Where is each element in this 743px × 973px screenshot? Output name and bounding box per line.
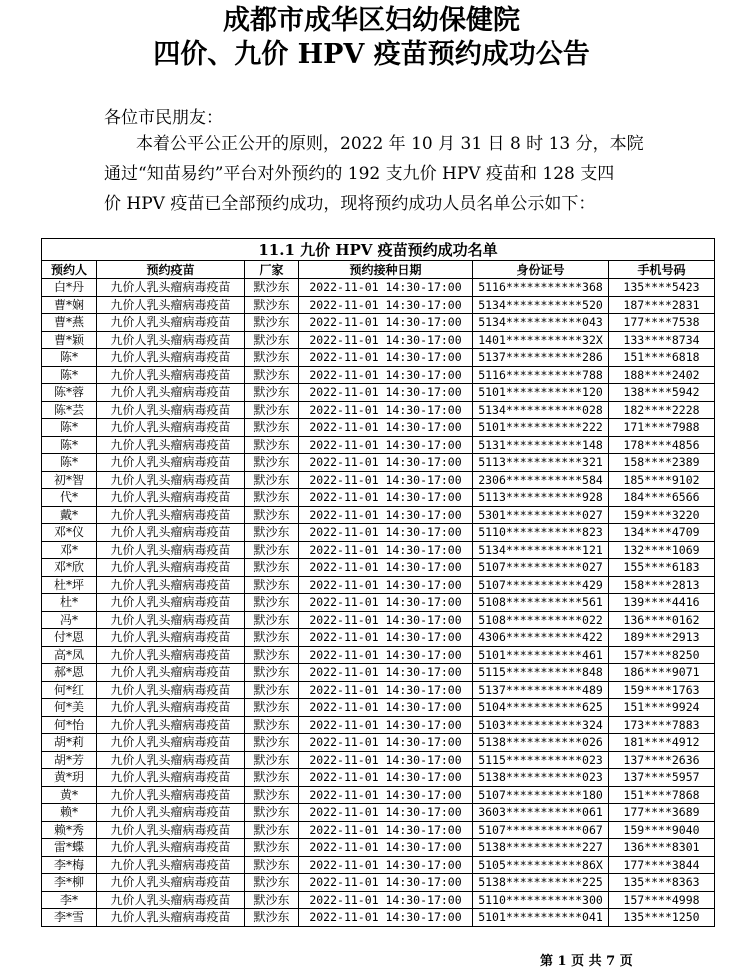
- phone-cell: 159****1763: [609, 681, 715, 699]
- name-cell: 高*凤: [42, 646, 97, 664]
- manufacturer-cell: 默沙东: [245, 576, 299, 594]
- table-row: [42, 384, 715, 402]
- name-cell: 何*红: [42, 681, 97, 699]
- name-cell: 邓*: [42, 541, 97, 559]
- page-subtitle: 四价、九价 HPV 疫苗预约成功公告: [153, 39, 590, 70]
- date-cell: 2022-11-01 14:30-17:00: [299, 611, 473, 629]
- table-row: [42, 314, 715, 332]
- manufacturer-cell: 默沙东: [245, 331, 299, 349]
- id-number-cell: 4306***********422: [473, 629, 609, 647]
- name-cell: 黄*玥: [42, 769, 97, 787]
- table-row: [42, 734, 715, 752]
- name-cell: 黄*: [42, 786, 97, 804]
- phone-cell: 139****4416: [609, 594, 715, 612]
- date-cell: 2022-11-01 14:30-17:00: [299, 349, 473, 367]
- vaccine-cell: 九价人乳头瘤病毒疫苗: [97, 331, 245, 349]
- manufacturer-cell: 默沙东: [245, 891, 299, 909]
- manufacturer-cell: 默沙东: [245, 349, 299, 367]
- date-cell: 2022-11-01 14:30-17:00: [299, 769, 473, 787]
- vaccine-cell: 九价人乳头瘤病毒疫苗: [97, 314, 245, 332]
- date-cell: 2022-11-01 14:30-17:00: [299, 629, 473, 647]
- name-cell: 陈*蓉: [42, 384, 97, 402]
- name-cell: 赖*: [42, 804, 97, 822]
- vaccine-cell: 九价人乳头瘤病毒疫苗: [97, 401, 245, 419]
- vaccine-cell: 九价人乳头瘤病毒疫苗: [97, 506, 245, 524]
- name-cell: 曹*娴: [42, 296, 97, 314]
- name-cell: 郝*恩: [42, 664, 97, 682]
- name-cell: 代*: [42, 489, 97, 507]
- phone-cell: 158****2813: [609, 576, 715, 594]
- vaccine-cell: 九价人乳头瘤病毒疫苗: [97, 681, 245, 699]
- name-cell: 胡*芳: [42, 751, 97, 769]
- phone-cell: 187****2831: [609, 296, 715, 314]
- date-cell: 2022-11-01 14:30-17:00: [299, 856, 473, 874]
- table-row: [42, 594, 715, 612]
- phone-cell: 151****6818: [609, 349, 715, 367]
- vaccine-cell: 九价人乳头瘤病毒疫苗: [97, 611, 245, 629]
- manufacturer-cell: 默沙东: [245, 699, 299, 717]
- vaccine-cell: 九价人乳头瘤病毒疫苗: [97, 471, 245, 489]
- date-cell: 2022-11-01 14:30-17:00: [299, 664, 473, 682]
- manufacturer-cell: 默沙东: [245, 664, 299, 682]
- phone-cell: 159****9040: [609, 821, 715, 839]
- vaccine-cell: 九价人乳头瘤病毒疫苗: [97, 804, 245, 822]
- vaccine-cell: 九价人乳头瘤病毒疫苗: [97, 594, 245, 612]
- name-cell: 戴*: [42, 506, 97, 524]
- date-cell: 2022-11-01 14:30-17:00: [299, 716, 473, 734]
- manufacturer-cell: 默沙东: [245, 541, 299, 559]
- phone-cell: 157****8250: [609, 646, 715, 664]
- id-number-cell: 5105***********86X: [473, 856, 609, 874]
- phone-cell: 138****5942: [609, 384, 715, 402]
- phone-cell: 151****7868: [609, 786, 715, 804]
- table-row: [42, 804, 715, 822]
- vaccine-cell: 九价人乳头瘤病毒疫苗: [97, 839, 245, 857]
- id-number-cell: 5107***********067: [473, 821, 609, 839]
- phone-cell: 135****5423: [609, 279, 715, 297]
- date-cell: 2022-11-01 14:30-17:00: [299, 821, 473, 839]
- id-number-cell: 1401***********32X: [473, 331, 609, 349]
- column-header-name: 预约人: [42, 261, 97, 279]
- table-row: [42, 769, 715, 787]
- table-row: [42, 454, 715, 472]
- vaccine-cell: 九价人乳头瘤病毒疫苗: [97, 664, 245, 682]
- date-cell: 2022-11-01 14:30-17:00: [299, 751, 473, 769]
- phone-cell: 132****1069: [609, 541, 715, 559]
- vaccine-cell: 九价人乳头瘤病毒疫苗: [97, 874, 245, 892]
- id-number-cell: 5108***********022: [473, 611, 609, 629]
- manufacturer-cell: 默沙东: [245, 489, 299, 507]
- column-header-date: 预约接种日期: [299, 261, 473, 279]
- id-number-cell: 5110***********300: [473, 891, 609, 909]
- name-cell: 何*怡: [42, 716, 97, 734]
- id-number-cell: 5137***********489: [473, 681, 609, 699]
- id-number-cell: 5138***********225: [473, 874, 609, 892]
- vaccine-cell: 九价人乳头瘤病毒疫苗: [97, 821, 245, 839]
- manufacturer-cell: 默沙东: [245, 454, 299, 472]
- id-number-cell: 5104***********625: [473, 699, 609, 717]
- name-cell: 杜*坪: [42, 576, 97, 594]
- vaccine-cell: 九价人乳头瘤病毒疫苗: [97, 699, 245, 717]
- column-header-phone: 手机号码: [609, 261, 715, 279]
- vaccine-cell: 九价人乳头瘤病毒疫苗: [97, 629, 245, 647]
- table-row: [42, 646, 715, 664]
- manufacturer-cell: 默沙东: [245, 524, 299, 542]
- manufacturer-cell: 默沙东: [245, 821, 299, 839]
- vaccine-cell: 九价人乳头瘤病毒疫苗: [97, 384, 245, 402]
- id-number-cell: 2306***********584: [473, 471, 609, 489]
- table-row: [42, 524, 715, 542]
- id-number-cell: 5116***********788: [473, 366, 609, 384]
- vaccine-cell: 九价人乳头瘤病毒疫苗: [97, 769, 245, 787]
- vaccine-cell: 九价人乳头瘤病毒疫苗: [97, 366, 245, 384]
- column-header-vaccine: 预约疫苗: [97, 261, 245, 279]
- id-number-cell: 5113***********321: [473, 454, 609, 472]
- vaccine-cell: 九价人乳头瘤病毒疫苗: [97, 349, 245, 367]
- id-number-cell: 5113***********928: [473, 489, 609, 507]
- name-cell: 杜*: [42, 594, 97, 612]
- date-cell: 2022-11-01 14:30-17:00: [299, 454, 473, 472]
- id-number-cell: 5138***********227: [473, 839, 609, 857]
- phone-cell: 173****7883: [609, 716, 715, 734]
- name-cell: 白*丹: [42, 279, 97, 297]
- vaccine-cell: 九价人乳头瘤病毒疫苗: [97, 419, 245, 437]
- phone-cell: 171****7988: [609, 419, 715, 437]
- id-number-cell: 5138***********026: [473, 734, 609, 752]
- date-cell: 2022-11-01 14:30-17:00: [299, 874, 473, 892]
- date-cell: 2022-11-01 14:30-17:00: [299, 576, 473, 594]
- date-cell: 2022-11-01 14:30-17:00: [299, 296, 473, 314]
- manufacturer-cell: 默沙东: [245, 874, 299, 892]
- phone-cell: 136****0162: [609, 611, 715, 629]
- vaccine-cell: 九价人乳头瘤病毒疫苗: [97, 541, 245, 559]
- table-row: [42, 891, 715, 909]
- table-row: [42, 839, 715, 857]
- manufacturer-cell: 默沙东: [245, 366, 299, 384]
- table-row: [42, 331, 715, 349]
- vaccine-cell: 九价人乳头瘤病毒疫苗: [97, 559, 245, 577]
- name-cell: 付*恩: [42, 629, 97, 647]
- name-cell: 曹*燕: [42, 314, 97, 332]
- table-row: [42, 471, 715, 489]
- table-row: [42, 279, 715, 297]
- id-number-cell: 5131***********148: [473, 436, 609, 454]
- name-cell: 胡*莉: [42, 734, 97, 752]
- vaccine-cell: 九价人乳头瘤病毒疫苗: [97, 856, 245, 874]
- manufacturer-cell: 默沙东: [245, 681, 299, 699]
- date-cell: 2022-11-01 14:30-17:00: [299, 366, 473, 384]
- name-cell: 李*雪: [42, 909, 97, 927]
- date-cell: 2022-11-01 14:30-17:00: [299, 384, 473, 402]
- phone-cell: 177****3689: [609, 804, 715, 822]
- phone-cell: 155****6183: [609, 559, 715, 577]
- name-cell: 陈*芸: [42, 401, 97, 419]
- table-body: [42, 279, 715, 927]
- id-number-cell: 5107***********027: [473, 559, 609, 577]
- phone-cell: 136****8301: [609, 839, 715, 857]
- manufacturer-cell: 默沙东: [245, 594, 299, 612]
- phone-cell: 189****2913: [609, 629, 715, 647]
- phone-cell: 135****1250: [609, 909, 715, 927]
- phone-cell: 182****2228: [609, 401, 715, 419]
- date-cell: 2022-11-01 14:30-17:00: [299, 471, 473, 489]
- name-cell: 陈*: [42, 454, 97, 472]
- phone-cell: 188****2402: [609, 366, 715, 384]
- manufacturer-cell: 默沙东: [245, 611, 299, 629]
- name-cell: 李*柳: [42, 874, 97, 892]
- vaccine-cell: 九价人乳头瘤病毒疫苗: [97, 909, 245, 927]
- manufacturer-cell: 默沙东: [245, 471, 299, 489]
- vaccine-cell: 九价人乳头瘤病毒疫苗: [97, 296, 245, 314]
- table-row: [42, 681, 715, 699]
- date-cell: 2022-11-01 14:30-17:00: [299, 804, 473, 822]
- date-cell: 2022-11-01 14:30-17:00: [299, 734, 473, 752]
- column-header-manufacturer: 厂家: [245, 261, 299, 279]
- table-row: [42, 664, 715, 682]
- column-header-id-number: 身份证号: [473, 261, 609, 279]
- table-row: [42, 349, 715, 367]
- intro-line-2: 通过“知苗易约”平台对外预约的 192 支九价 HPV 疫苗和 128 支四: [104, 164, 615, 184]
- manufacturer-cell: 默沙东: [245, 786, 299, 804]
- id-number-cell: 5137***********286: [473, 349, 609, 367]
- id-number-cell: 5115***********848: [473, 664, 609, 682]
- vaccine-cell: 九价人乳头瘤病毒疫苗: [97, 751, 245, 769]
- id-number-cell: 5101***********461: [473, 646, 609, 664]
- date-cell: 2022-11-01 14:30-17:00: [299, 436, 473, 454]
- table-row: [42, 436, 715, 454]
- phone-cell: 157****4998: [609, 891, 715, 909]
- name-cell: 雷*蝶: [42, 839, 97, 857]
- table-row: [42, 401, 715, 419]
- table-row: [42, 296, 715, 314]
- date-cell: 2022-11-01 14:30-17:00: [299, 524, 473, 542]
- name-cell: 赖*秀: [42, 821, 97, 839]
- vaccine-cell: 九价人乳头瘤病毒疫苗: [97, 576, 245, 594]
- date-cell: 2022-11-01 14:30-17:00: [299, 909, 473, 927]
- manufacturer-cell: 默沙东: [245, 839, 299, 857]
- table-row: [42, 559, 715, 577]
- name-cell: 初*智: [42, 471, 97, 489]
- table-row: [42, 366, 715, 384]
- phone-cell: 158****2389: [609, 454, 715, 472]
- date-cell: 2022-11-01 14:30-17:00: [299, 839, 473, 857]
- name-cell: 冯*: [42, 611, 97, 629]
- phone-cell: 181****4912: [609, 734, 715, 752]
- phone-cell: 177****3844: [609, 856, 715, 874]
- name-cell: 陈*: [42, 349, 97, 367]
- table-row: [42, 786, 715, 804]
- manufacturer-cell: 默沙东: [245, 856, 299, 874]
- table-row: [42, 611, 715, 629]
- id-number-cell: 5110***********823: [473, 524, 609, 542]
- id-number-cell: 5107***********429: [473, 576, 609, 594]
- id-number-cell: 5107***********180: [473, 786, 609, 804]
- date-cell: 2022-11-01 14:30-17:00: [299, 506, 473, 524]
- name-cell: 李*: [42, 891, 97, 909]
- intro-line-3: 价 HPV 疫苗已全部预约成功，现将预约成功人员名单公示如下：: [104, 194, 596, 214]
- id-number-cell: 5116***********368: [473, 279, 609, 297]
- date-cell: 2022-11-01 14:30-17:00: [299, 559, 473, 577]
- manufacturer-cell: 默沙东: [245, 559, 299, 577]
- id-number-cell: 5134***********121: [473, 541, 609, 559]
- page-number: 第 1 页 共 7 页: [540, 954, 633, 969]
- page-title: 成都市成华区妇幼保健院: [223, 5, 520, 36]
- date-cell: 2022-11-01 14:30-17:00: [299, 279, 473, 297]
- name-cell: 陈*: [42, 419, 97, 437]
- id-number-cell: 5138***********023: [473, 769, 609, 787]
- id-number-cell: 5103***********324: [473, 716, 609, 734]
- phone-cell: 133****8734: [609, 331, 715, 349]
- date-cell: 2022-11-01 14:30-17:00: [299, 419, 473, 437]
- manufacturer-cell: 默沙东: [245, 734, 299, 752]
- phone-cell: 184****6566: [609, 489, 715, 507]
- table-row: [42, 699, 715, 717]
- table-row: [42, 909, 715, 927]
- table-row: [42, 489, 715, 507]
- table-row: [42, 419, 715, 437]
- vaccine-cell: 九价人乳头瘤病毒疫苗: [97, 524, 245, 542]
- vaccine-cell: 九价人乳头瘤病毒疫苗: [97, 436, 245, 454]
- name-cell: 曹*颖: [42, 331, 97, 349]
- id-number-cell: 5134***********520: [473, 296, 609, 314]
- manufacturer-cell: 默沙东: [245, 804, 299, 822]
- id-number-cell: 3603***********061: [473, 804, 609, 822]
- id-number-cell: 5134***********043: [473, 314, 609, 332]
- phone-cell: 137****5957: [609, 769, 715, 787]
- id-number-cell: 5134***********028: [473, 401, 609, 419]
- phone-cell: 134****4709: [609, 524, 715, 542]
- phone-cell: 135****8363: [609, 874, 715, 892]
- name-cell: 陈*: [42, 436, 97, 454]
- id-number-cell: 5101***********041: [473, 909, 609, 927]
- date-cell: 2022-11-01 14:30-17:00: [299, 401, 473, 419]
- id-number-cell: 5108***********561: [473, 594, 609, 612]
- manufacturer-cell: 默沙东: [245, 751, 299, 769]
- vaccine-cell: 九价人乳头瘤病毒疫苗: [97, 891, 245, 909]
- manufacturer-cell: 默沙东: [245, 401, 299, 419]
- vaccine-cell: 九价人乳头瘤病毒疫苗: [97, 454, 245, 472]
- manufacturer-cell: 默沙东: [245, 279, 299, 297]
- table-row: [42, 856, 715, 874]
- manufacturer-cell: 默沙东: [245, 296, 299, 314]
- table-row: [42, 821, 715, 839]
- date-cell: 2022-11-01 14:30-17:00: [299, 681, 473, 699]
- manufacturer-cell: 默沙东: [245, 769, 299, 787]
- manufacturer-cell: 默沙东: [245, 419, 299, 437]
- table-row: [42, 506, 715, 524]
- phone-cell: 185****9102: [609, 471, 715, 489]
- phone-cell: 151****9924: [609, 699, 715, 717]
- vaccine-cell: 九价人乳头瘤病毒疫苗: [97, 646, 245, 664]
- date-cell: 2022-11-01 14:30-17:00: [299, 594, 473, 612]
- id-number-cell: 5101***********120: [473, 384, 609, 402]
- phone-cell: 159****3220: [609, 506, 715, 524]
- table-row: [42, 629, 715, 647]
- phone-cell: 137****2636: [609, 751, 715, 769]
- vaccine-cell: 九价人乳头瘤病毒疫苗: [97, 489, 245, 507]
- manufacturer-cell: 默沙东: [245, 314, 299, 332]
- date-cell: 2022-11-01 14:30-17:00: [299, 786, 473, 804]
- salutation: 各位市民朋友：: [104, 108, 223, 128]
- manufacturer-cell: 默沙东: [245, 909, 299, 927]
- appointment-table: [41, 238, 715, 927]
- vaccine-cell: 九价人乳头瘤病毒疫苗: [97, 734, 245, 752]
- date-cell: 2022-11-01 14:30-17:00: [299, 489, 473, 507]
- vaccine-cell: 九价人乳头瘤病毒疫苗: [97, 716, 245, 734]
- table-caption: 11.1 九价 HPV 疫苗预约成功名单: [42, 239, 715, 261]
- manufacturer-cell: 默沙东: [245, 646, 299, 664]
- vaccine-cell: 九价人乳头瘤病毒疫苗: [97, 786, 245, 804]
- phone-cell: 178****4856: [609, 436, 715, 454]
- manufacturer-cell: 默沙东: [245, 384, 299, 402]
- vaccine-cell: 九价人乳头瘤病毒疫苗: [97, 279, 245, 297]
- id-number-cell: 5301***********027: [473, 506, 609, 524]
- manufacturer-cell: 默沙东: [245, 716, 299, 734]
- table-row: [42, 751, 715, 769]
- phone-cell: 186****9071: [609, 664, 715, 682]
- table-row: [42, 576, 715, 594]
- manufacturer-cell: 默沙东: [245, 506, 299, 524]
- name-cell: 何*美: [42, 699, 97, 717]
- name-cell: 邓*欣: [42, 559, 97, 577]
- name-cell: 李*梅: [42, 856, 97, 874]
- name-cell: 邓*仪: [42, 524, 97, 542]
- manufacturer-cell: 默沙东: [245, 629, 299, 647]
- date-cell: 2022-11-01 14:30-17:00: [299, 646, 473, 664]
- date-cell: 2022-11-01 14:30-17:00: [299, 699, 473, 717]
- phone-cell: 177****7538: [609, 314, 715, 332]
- table-row: [42, 874, 715, 892]
- intro-line-1: 本着公平公正公开的原则，2022 年 10 月 31 日 8 时 13 分，本院: [136, 134, 644, 154]
- table-row: [42, 541, 715, 559]
- id-number-cell: 5101***********222: [473, 419, 609, 437]
- manufacturer-cell: 默沙东: [245, 436, 299, 454]
- date-cell: 2022-11-01 14:30-17:00: [299, 314, 473, 332]
- name-cell: 陈*: [42, 366, 97, 384]
- id-number-cell: 5115***********023: [473, 751, 609, 769]
- date-cell: 2022-11-01 14:30-17:00: [299, 541, 473, 559]
- date-cell: 2022-11-01 14:30-17:00: [299, 891, 473, 909]
- date-cell: 2022-11-01 14:30-17:00: [299, 331, 473, 349]
- table-row: [42, 716, 715, 734]
